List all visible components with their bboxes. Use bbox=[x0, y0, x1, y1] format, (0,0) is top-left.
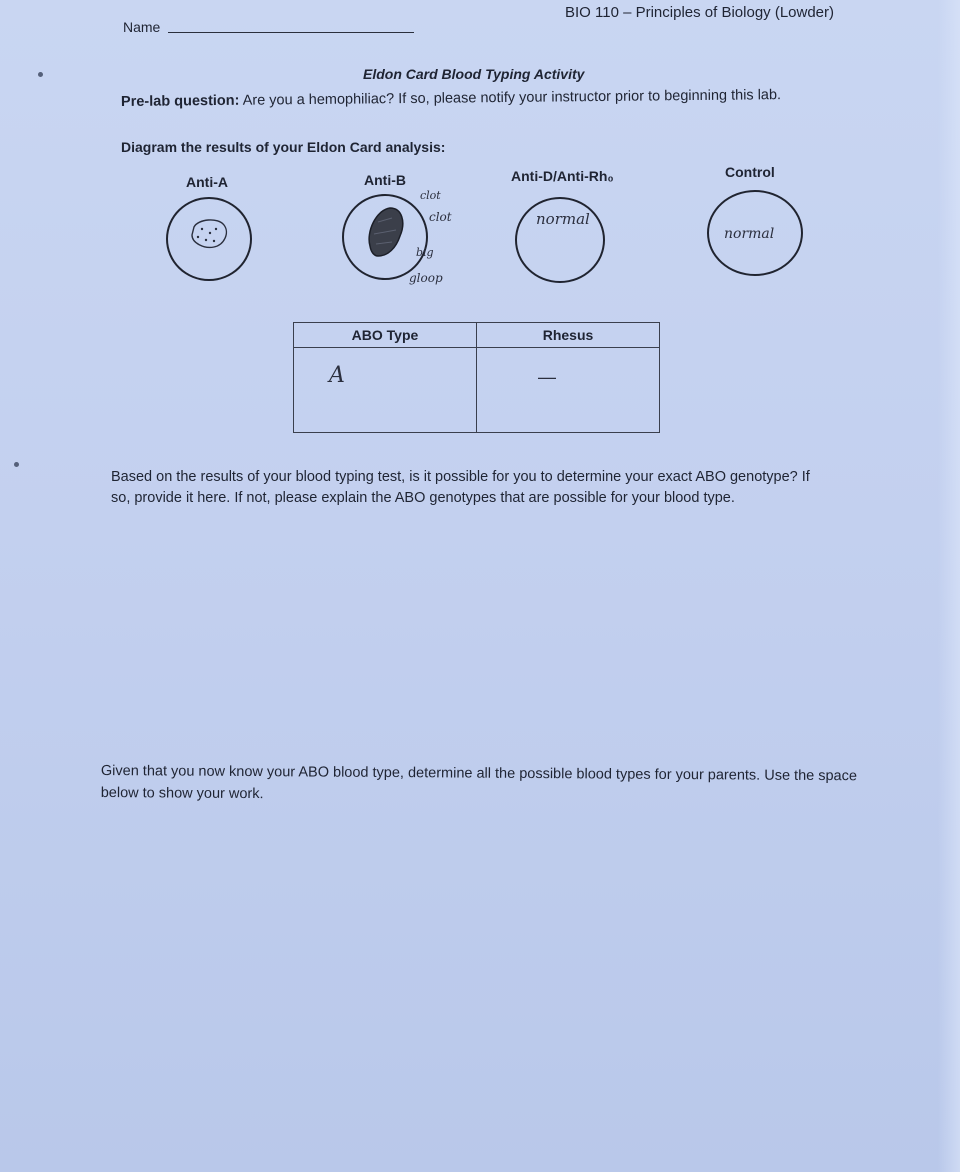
anti-d-note: normal bbox=[536, 210, 590, 228]
paper-edge bbox=[938, 0, 960, 1172]
rhesus-value: — bbox=[538, 367, 556, 387]
activity-title: Eldon Card Blood Typing Activity bbox=[363, 66, 585, 82]
well-label-anti-b: Anti-B bbox=[364, 172, 406, 188]
abo-type-cell bbox=[294, 348, 477, 433]
prelab-text: Are you a hemophiliac? If so, please notify your instructor prior to beginning this lab. bbox=[239, 87, 782, 109]
anti-b-note-3: big bbox=[416, 246, 434, 259]
well-label-anti-d: Anti-D/Anti-Rh₀ bbox=[511, 168, 614, 184]
paper-speck bbox=[38, 72, 43, 77]
diagram-instruction: Diagram the results of your Eldon Card analysis: bbox=[121, 139, 446, 155]
paper-speck bbox=[14, 462, 19, 467]
prelab-question bbox=[121, 87, 781, 110]
anti-b-note-1: clot bbox=[420, 189, 441, 202]
anti-b-note-2: clot bbox=[429, 210, 452, 224]
rhesus-cell bbox=[477, 348, 660, 433]
genotype-question: Based on the results of your blood typing test, is it possible for you to determine your exact ABO genotype? If so, provide it here. If not, please explain the ABO genotypes that are possible for your blood type. bbox=[111, 469, 810, 506]
results-table bbox=[293, 322, 660, 433]
anti-b-note-4: gloop bbox=[409, 271, 443, 285]
abo-type-value: A bbox=[329, 363, 345, 388]
prelab-label: Pre-lab question: bbox=[120, 92, 240, 110]
anti-a-well bbox=[166, 197, 252, 281]
anti-b-clot-drawing bbox=[344, 196, 426, 278]
abo-type-header: ABO Type bbox=[294, 323, 477, 348]
anti-b-well bbox=[342, 194, 428, 280]
anti-a-speckle-drawing bbox=[168, 199, 250, 279]
well-label-anti-a: Anti-A bbox=[186, 174, 228, 190]
parents-question: Given that you now know your ABO blood type, determine all the possible blood types for your parents. Use the space below to show your work. bbox=[100, 762, 858, 803]
name-label: Name bbox=[123, 19, 161, 35]
course-title: BIO 110 – Principles of Biology (Lowder) bbox=[565, 4, 835, 21]
rhesus-header: Rhesus bbox=[477, 323, 660, 348]
name-line bbox=[168, 32, 414, 33]
well-label-control: Control bbox=[725, 164, 775, 180]
control-note: normal bbox=[724, 226, 775, 242]
